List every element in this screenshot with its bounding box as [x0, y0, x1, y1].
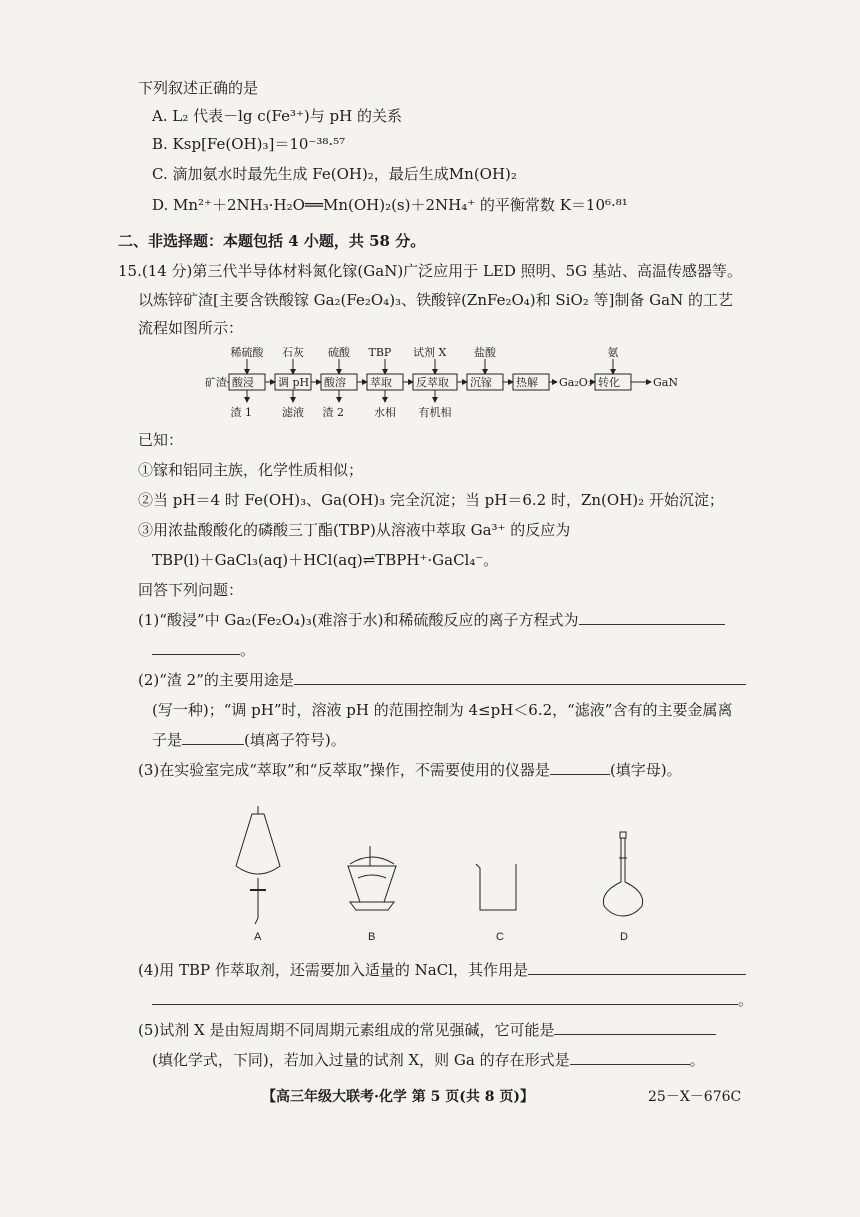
option-c: C. 滴加氨水时最先生成 Fe(OH)₂，最后生成Mn(OH)₂ [152, 165, 517, 183]
sub-question-3-hint: (填字母)。 [609, 761, 682, 779]
volumetric-flask-icon [603, 832, 642, 916]
flow-end: GaN [653, 376, 678, 389]
sub-question-4 [138, 960, 746, 980]
separatory-funnel-icon [236, 806, 280, 924]
exam-code: 25－X－676C [648, 1089, 742, 1105]
sub-question-3 [138, 760, 682, 780]
sub-question-5 [138, 1020, 716, 1040]
flow-reagent-label: 石灰 [282, 346, 304, 359]
sub-question-2-text: (2)“渣 2”的主要用途是 [138, 671, 294, 689]
sub-question-2-cont: (写一种)；“调 pH”时，溶液 pH 的范围控制为 4≤pH＜6.2，“滤液”含有的主要金属离 [152, 701, 733, 719]
flow-reagent-label: 试剂 X [413, 346, 447, 359]
flow-step-label: 转化 [598, 376, 620, 389]
sub-question-2-end [152, 730, 346, 750]
q15-line1: 15.(14 分)第三代半导体材料氮化镓(GaN)广泛应用于 LED 照明、5G 基站、高温传感器等。 [118, 262, 742, 280]
flow-step-label: 沉镓 [470, 376, 492, 389]
flow-byproduct-label: 渣 1 [230, 406, 252, 419]
sub-question-2 [138, 670, 746, 690]
flow-step-label: 反萃取 [416, 376, 449, 389]
sub-question-1-end: 。 [240, 641, 256, 659]
apparatus-label-b: B [368, 931, 376, 943]
process-flow-diagram [205, 344, 685, 420]
sub-question-5-text: (5)试剂 X 是由短周期不同周期元素组成的常见强碱，它可能是 [138, 1021, 555, 1039]
flow-step-label: 调 pH [278, 376, 310, 389]
sub-question-1-cont [152, 640, 255, 660]
sub-question-1-text: (1)“酸浸”中 Ga₂(Fe₂O₄)₃(难溶于水)和稀硫酸反应的离子方程式为 [138, 611, 579, 629]
sub-question-2-hint: (填离子符号)。 [244, 731, 346, 749]
flow-reagent-label: 氨 [607, 346, 619, 359]
sub-question-2-label: 子是 [152, 731, 183, 749]
flow-reagent-label: 硫酸 [328, 346, 350, 359]
flow-start: 矿渣 [205, 376, 227, 389]
q15-line2: 以炼锌矿渣[主要含铁酸镓 Ga₂(Fe₂O₄)₃、铁酸锌(ZnFe₂O₄)和 SiO₂ 等]制备 GaN 的工艺 [138, 291, 733, 309]
beaker-icon [476, 864, 516, 910]
flow-step-label: 酸浸 [232, 376, 254, 389]
option-b: B. Ksp[Fe(OH)₃]＝10⁻³⁸·⁵⁷ [152, 135, 346, 153]
apparatus-label-c: C [496, 931, 504, 943]
sub-question-5-cont [152, 1050, 705, 1070]
sub-question-5-text2: (填化学式，下同)，若加入过量的试剂 X，则 Ga 的存在形式是 [152, 1051, 570, 1069]
flow-byproduct-label: 滤液 [282, 406, 304, 419]
section-heading: 二、非选择题：本题包括 4 小题，共 58 分。 [118, 232, 426, 250]
page-footer: 【高三年级大联考·化学 第 5 页(共 8 页)】 [262, 1089, 534, 1105]
answer-blank-4a[interactable] [528, 960, 746, 975]
apparatus-figure [200, 806, 680, 946]
answer-heading: 回答下列问题： [138, 581, 244, 599]
flow-reagent-label: 稀硫酸 [230, 346, 264, 359]
known-3-equation: TBP(l)＋GaCl₃(aq)＋HCl(aq)⇌TBPH⁺·GaCl₄⁻。 [152, 551, 499, 569]
known-3: ③用浓盐酸酸化的磷酸三丁酯(TBP)从溶液中萃取 Ga³⁺ 的反应为 [138, 521, 571, 539]
flow-step-label: 热解 [516, 376, 538, 389]
answer-blank-5b[interactable] [570, 1050, 690, 1065]
answer-blank-1b[interactable] [152, 640, 240, 655]
flow-step-label: 酸溶 [324, 376, 346, 389]
flow-step-label: 萃取 [370, 376, 392, 389]
sub-question-4-text: (4)用 TBP 作萃取剂，还需要加入适量的 NaCl，其作用是 [138, 961, 529, 979]
sub-question-4-cont [152, 990, 753, 1010]
answer-blank-2b[interactable] [182, 730, 244, 745]
sub-question-3-text: (3)在实验室完成“萃取”和“反萃取”操作，不需要使用的仪器是 [138, 761, 550, 779]
answer-blank-1a[interactable] [579, 610, 725, 625]
flow-byproduct-label: 有机相 [418, 406, 452, 419]
flow-reagent-label: TBP [368, 346, 392, 359]
answer-blank-4b[interactable] [152, 990, 738, 1005]
answer-blank-2a[interactable] [294, 670, 746, 685]
known-heading: 已知： [138, 431, 184, 449]
flow-intermediate: Ga₂O₃ [559, 376, 593, 389]
answer-blank-3[interactable] [550, 760, 610, 775]
flow-reagent-label: 盐酸 [474, 346, 496, 359]
known-2: ②当 pH＝4 时 Fe(OH)₃、Ga(OH)₃ 完全沉淀；当 pH＝6.2 时，Zn(OH)₂ 开始沉淀； [138, 491, 724, 509]
flow-byproduct-label: 渣 2 [322, 406, 344, 419]
sub-question-1 [138, 610, 725, 630]
sub-question-4-end: 。 [738, 991, 754, 1009]
option-d: D. Mn²⁺＋2NH₃·H₂O══Mn(OH)₂(s)＋2NH₄⁺ 的平衡常数 K＝10⁶·⁸¹ [152, 196, 628, 214]
evaporating-dish-icon [348, 846, 396, 910]
known-1: ①镓和铝同主族，化学性质相似； [138, 461, 364, 479]
flow-byproduct-label: 水相 [374, 406, 396, 419]
apparatus-label-a: A [254, 931, 262, 943]
question-intro: 下列叙述正确的是 [138, 79, 259, 97]
sub-question-5-end: 。 [689, 1051, 705, 1069]
apparatus-label-d: D [620, 931, 628, 943]
option-a: A. L₂ 代表－lg c(Fe³⁺)与 pH 的关系 [152, 107, 402, 125]
answer-blank-5a[interactable] [554, 1020, 716, 1035]
q15-line3: 流程如图所示： [138, 319, 244, 337]
